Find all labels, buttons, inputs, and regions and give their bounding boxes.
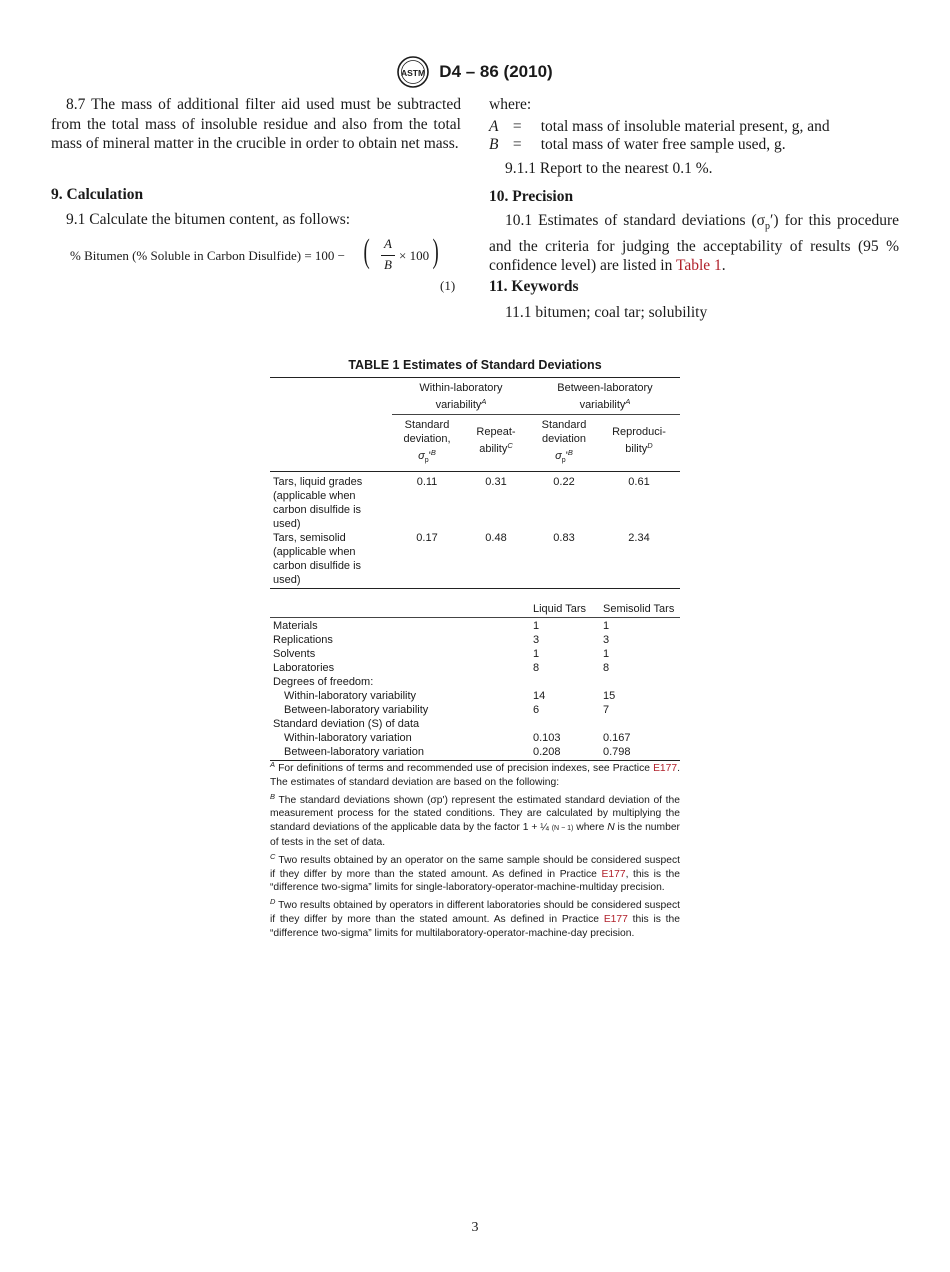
table-1-title: TABLE 1 Estimates of Standard Deviations (348, 358, 602, 372)
table-row: Between-laboratory variation 0.208 0.798 (270, 745, 680, 761)
document-designation: D4 – 86 (2010) (439, 62, 553, 81)
equation-multiplier: × 100 (399, 248, 430, 263)
table-row: Within-laboratory variation 0.103 0.167 (284, 732, 631, 745)
col-std-dev-within: Standard deviation, $\sigma_p'^B$ (403, 419, 451, 465)
footnote-B: $^B$ The standard deviations shown (σp') represent the estimated standard deviation of the measurement process for the stated conditions. They are calculated by multiplying the standard deviations of the applicable data by the factor 1 + ¼ (N − 1) where N is the number of tests in the set of data. (270, 791, 680, 848)
definition-B (489, 135, 909, 155)
table-1-link[interactable]: Table 1 (675, 257, 722, 275)
table-row: Standard deviation (S) of data (273, 718, 420, 731)
e177-link[interactable]: E177 (601, 868, 626, 880)
e177-link[interactable]: E177 (603, 913, 628, 925)
equation-numerator: A (384, 236, 392, 251)
fraction-bar (381, 255, 395, 256)
equation-paren-right: ) (432, 233, 439, 270)
col-liquid-tars: Liquid Tars (533, 603, 586, 616)
definition-A (489, 117, 909, 137)
table-row: Within-laboratory variability 14 15 (284, 690, 616, 703)
equation-number: (1) (440, 278, 456, 293)
footnote-D: $^D$ Two results obtained by operators in different laboratories should be considered suspect if they differ by more than the stated amount. As defined in Practice E177 this is the “difference two-sigma” limits for multilaboratory-operator-machine-day precision. (270, 897, 680, 939)
table-row: Tars, liquid grades (applicable when carbon disulfide is used) 0.11 0.31 0.22 0.61 (273, 476, 650, 531)
between-lab-header: Between-laboratory variability$^A$ (530, 378, 680, 415)
where-label: where: (489, 96, 532, 113)
equation-lhs: % Bitumen (% Soluble in Carbon Disulfide) = 100 − (70, 248, 345, 263)
paragraph-8-7-text: 8.7 The mass of additional filter aid used must be subtracted from the total mass of insoluble residue and also from the total mass of mineral matter in the crucible in order to obtain net mass. (51, 96, 461, 152)
sigma-subscript: p (765, 221, 771, 233)
table-1 (270, 377, 680, 761)
paragraph-9-1-1: 9.1.1 Report to the nearest 0.1 %. (505, 160, 713, 177)
definition-B-symbol: B (489, 136, 499, 153)
definition-B-text: total mass of water free sample used, g. (540, 136, 786, 153)
table-row: Between-laboratory variability 6 7 (284, 704, 610, 717)
within-lab-header: Within-laboratory variability$^A$ (392, 378, 530, 415)
paragraph-10-1-text-a: 10.1 Estimates of standard deviations (σ (505, 212, 766, 229)
e177-link[interactable]: E177 (653, 763, 678, 774)
table-footnotes (270, 758, 680, 941)
table-row: Solvents 1 1 (273, 648, 610, 661)
page-header (0, 56, 950, 88)
equation-denominator: B (384, 257, 392, 272)
col-std-dev-between: Standard deviation $\sigma_p'^B$ (541, 419, 587, 465)
paragraph-11-1: 11.1 bitumen; coal tar; solubility (505, 304, 708, 321)
astm-logo-graphic (397, 56, 429, 88)
paragraph-9-1: 9.1 Calculate the bitumen content, as follows: (66, 211, 351, 228)
definition-A-text: total mass of insoluble material present, g, and (540, 118, 830, 135)
equation-1 (70, 233, 470, 276)
section-9-heading: 9. Calculation (51, 186, 144, 203)
col-semisolid-tars: Semisolid Tars (603, 603, 675, 616)
definition-A-symbol: A (489, 118, 499, 135)
section-11-heading: 11. Keywords (489, 278, 579, 295)
table-row: Degrees of freedom: (273, 676, 374, 689)
definition-A-equals: = (512, 118, 522, 135)
table-row: Replications 3 3 (273, 634, 610, 647)
logo-text: ASTM (401, 68, 426, 78)
astm-logo (397, 56, 429, 88)
col-reproducibility: Reproduci-bility$^D$ (612, 426, 666, 455)
section-10-heading: 10. Precision (489, 188, 574, 205)
paragraph-10-1-text-c: . (721, 257, 726, 275)
table-row: Tars, semisolid (applicable when carbon disulfide is used) 0.17 0.48 0.83 2.34 (270, 531, 680, 589)
page-number: 3 (471, 1220, 479, 1235)
precision-table (270, 377, 680, 589)
table-row: Laboratories 8 8 (273, 662, 610, 675)
table-row: Materials 1 1 (273, 620, 610, 633)
paragraph-10-1-text-b: ′) for this procedure and the criteria for judging the acceptability of results (95 % confidence level) are listed in (489, 212, 900, 275)
paragraph-10-1 (489, 211, 899, 276)
equation-paren-left: ( (363, 233, 370, 270)
paragraph-8-7 (51, 95, 461, 154)
col-repeatability: Repeat-ability$^C$ (476, 426, 516, 455)
definition-B-equals: = (512, 136, 522, 153)
footnote-A: $^A$ For definitions of terms and recommended use of precision indexes, see Practice E177. The estimates of standard deviation are based on the following: (270, 760, 680, 788)
statistics-table (270, 602, 680, 761)
footnote-C: $^C$ Two results obtained by an operator on the same sample should be considered suspect if they differ by more than the stated amount. As defined in Practice E177, this is the “difference two-sigma” limits for single-laboratory-operator-machine-multiday precision. (270, 851, 680, 894)
